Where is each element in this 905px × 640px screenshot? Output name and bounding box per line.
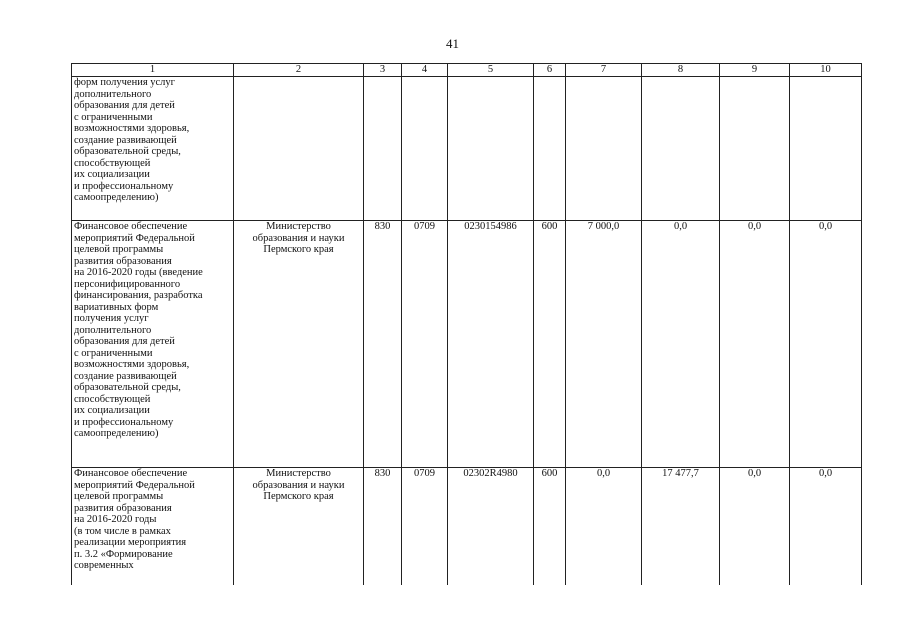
amount-cell bbox=[720, 77, 790, 221]
code-cell: 830 bbox=[364, 468, 402, 586]
expense-type-cell: 600 bbox=[534, 468, 566, 586]
header-cell: 8 bbox=[642, 64, 720, 77]
section-cell: 0709 bbox=[402, 468, 448, 586]
page-number: 41 bbox=[446, 36, 459, 51]
header-cell: 7 bbox=[566, 64, 642, 77]
amount-cell bbox=[790, 77, 862, 221]
section-cell bbox=[402, 77, 448, 221]
amount-cell: 7 000,0 bbox=[566, 221, 642, 468]
budget-table bbox=[71, 63, 862, 585]
amount-cell: 0,0 bbox=[642, 221, 720, 468]
amount-cell: 0,0 bbox=[790, 468, 862, 586]
amount-cell: 17 477,7 bbox=[642, 468, 720, 586]
header-cell: 3 bbox=[364, 64, 402, 77]
description-cell: Финансовое обеспечение мероприятий Федеральной целевой программы развития образования на 2016-2020 годы (введение персонифицированного финансирования, разработка вариативных форм получения услуг дополнительного образования для детей с ограниченными возможностями здоровья, создание развивающей образовательной среды, способствующей их социализации и профессиональному самоопределению) bbox=[72, 221, 234, 468]
amount-cell bbox=[566, 77, 642, 221]
code-cell bbox=[364, 77, 402, 221]
header-cell: 4 bbox=[402, 64, 448, 77]
agency-cell: Министерство образования и науки Пермского края bbox=[234, 468, 364, 586]
table-row bbox=[72, 468, 862, 586]
table-row bbox=[72, 221, 862, 468]
header-cell: 5 bbox=[448, 64, 534, 77]
agency-cell: Министерство образования и науки Пермского края bbox=[234, 221, 364, 468]
table-header-row bbox=[72, 64, 862, 77]
header-cell: 6 bbox=[534, 64, 566, 77]
target-article-cell: 0230154986 bbox=[448, 221, 534, 468]
header-cell: 1 bbox=[72, 64, 234, 77]
description-cell: форм получения услуг дополнительного образования для детей с ограниченными возможностями здоровья, создание развивающей образовательной среды, способствующей их социализации и профессиональному самоопределению) bbox=[72, 77, 234, 221]
expense-type-cell: 600 bbox=[534, 221, 566, 468]
target-article-cell bbox=[448, 77, 534, 221]
header-cell: 2 bbox=[234, 64, 364, 77]
table-row bbox=[72, 77, 862, 221]
header-cell: 9 bbox=[720, 64, 790, 77]
amount-cell: 0,0 bbox=[720, 221, 790, 468]
agency-cell bbox=[234, 77, 364, 221]
amount-cell: 0,0 bbox=[720, 468, 790, 586]
target-article-cell: 02302R4980 bbox=[448, 468, 534, 586]
amount-cell: 0,0 bbox=[790, 221, 862, 468]
section-cell: 0709 bbox=[402, 221, 448, 468]
description-cell: Финансовое обеспечение мероприятий Федеральной целевой программы развития образования на 2016-2020 годы (в том числе в рамках реализации мероприятия п. 3.2 «Формирование современных bbox=[72, 468, 234, 586]
expense-type-cell bbox=[534, 77, 566, 221]
code-cell: 830 bbox=[364, 221, 402, 468]
header-cell: 10 bbox=[790, 64, 862, 77]
amount-cell bbox=[642, 77, 720, 221]
amount-cell: 0,0 bbox=[566, 468, 642, 586]
